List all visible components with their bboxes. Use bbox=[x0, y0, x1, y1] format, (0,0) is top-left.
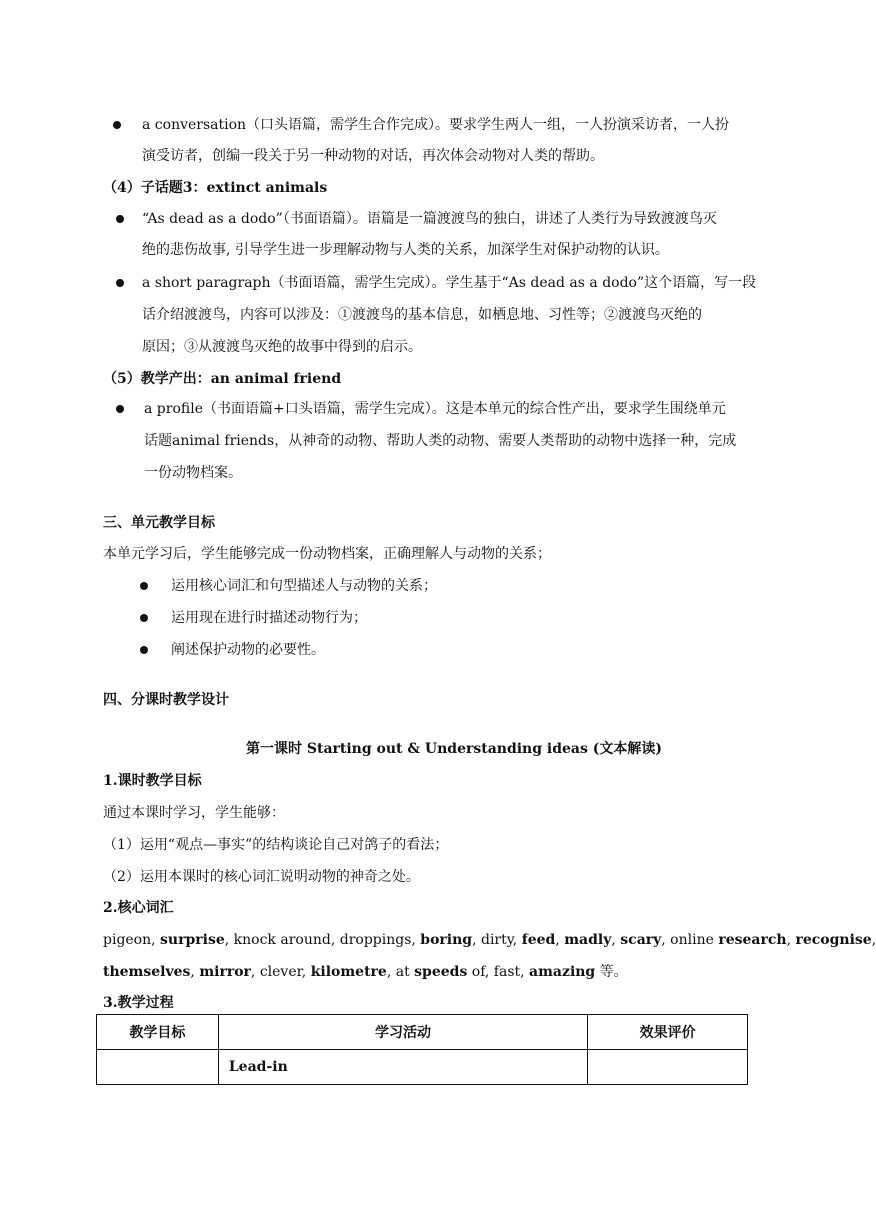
subheading: 1.课时教学目标 bbox=[103, 773, 202, 789]
bullet-dot bbox=[116, 405, 124, 413]
vocab-text: , clever, bbox=[250, 964, 311, 980]
section-heading: 三、单元教学目标 bbox=[103, 515, 215, 531]
vocab-keyword: speeds bbox=[414, 964, 468, 980]
vocab-text: 等。 bbox=[595, 964, 628, 980]
vocab-keyword: boring bbox=[420, 932, 473, 948]
paragraph-line: a profile（书面语篇+口头语篇，需学生完成）。这是本单元的综合性产出，要求学生围绕单元 bbox=[144, 401, 726, 417]
goal-item: 阐述保护动物的必要性。 bbox=[171, 642, 325, 658]
subheading: 3.教学过程 bbox=[103, 995, 174, 1011]
paragraph-line: 一份动物档案。 bbox=[144, 465, 242, 481]
table-cell: Lead-in bbox=[218, 1050, 587, 1085]
objective-item: （1）运用“观点—事实”的结构谈论自己对鸽子的看法； bbox=[103, 837, 449, 853]
paragraph-line: “As dead as a dodo”（书面语篇）。语篇是一篇渡渡鸟的独白，讲述了人类行为导致渡渡鸟灭 bbox=[142, 211, 717, 227]
table-header-row bbox=[97, 1015, 748, 1050]
section-heading: 四、分课时教学设计 bbox=[103, 692, 229, 708]
vocab-keyword: madly bbox=[564, 932, 612, 948]
table-header-cell: 教学目标 bbox=[97, 1015, 219, 1050]
vocab-line bbox=[103, 962, 628, 982]
table-header-cell: 效果评价 bbox=[588, 1015, 748, 1050]
vocab-text: , bbox=[611, 932, 621, 948]
vocab-keyword: kilometre bbox=[310, 964, 387, 980]
teaching-process-table bbox=[96, 1014, 748, 1085]
bullet-dot bbox=[113, 121, 121, 129]
vocab-text: , bbox=[871, 932, 876, 948]
bullet-dot bbox=[140, 646, 148, 654]
goal-item: 运用核心词汇和句型描述人与动物的关系； bbox=[171, 578, 437, 594]
vocab-keyword: feed bbox=[521, 932, 556, 948]
vocab-text: , at bbox=[386, 964, 415, 980]
vocab-keyword: surprise bbox=[160, 932, 225, 948]
bullet-dot bbox=[116, 279, 124, 287]
vocab-keyword: mirror bbox=[199, 964, 251, 980]
paragraph-line: 话介绍渡渡鸟，内容可以涉及：①渡渡鸟的基本信息，如栖息地、习性等；②渡渡鸟灭绝的 bbox=[142, 307, 702, 323]
table-row bbox=[97, 1050, 748, 1085]
vocab-text: of, fast, bbox=[467, 964, 530, 980]
lesson-title: 第一课时 Starting out & Understanding ideas (文本解读) bbox=[246, 741, 662, 757]
paragraph-line: a conversation（口头语篇，需学生合作完成）。要求学生两人一组，一人扮演采访者，一人扮 bbox=[142, 117, 730, 133]
vocab-text: , bbox=[786, 932, 796, 948]
vocab-text: pigeon, bbox=[103, 932, 161, 948]
table-cell bbox=[97, 1050, 219, 1085]
bullet-dot bbox=[116, 215, 124, 223]
vocab-text: , bbox=[190, 964, 200, 980]
paragraph-line: 通过本课时学习，学生能够： bbox=[103, 805, 285, 821]
subheading-4: （4）子话题3：extinct animals bbox=[103, 180, 328, 196]
subheading: 2.核心词汇 bbox=[103, 900, 174, 916]
vocab-text: , online bbox=[661, 932, 719, 948]
paragraph-line: 演受访者，创编一段关于另一种动物的对话，再次体会动物对人类的帮助。 bbox=[142, 148, 604, 164]
table-cell bbox=[588, 1050, 748, 1085]
vocab-keyword: research bbox=[718, 932, 787, 948]
vocab-line bbox=[103, 930, 876, 950]
vocab-keyword: amazing bbox=[529, 964, 596, 980]
goal-item: 运用现在进行时描述动物行为； bbox=[171, 610, 367, 626]
paragraph-line: 原因；③从渡渡鸟灭绝的故事中得到的启示。 bbox=[142, 339, 422, 355]
section-intro: 本单元学习后，学生能够完成一份动物档案，正确理解人与动物的关系； bbox=[103, 546, 551, 562]
table-header-cell: 学习活动 bbox=[218, 1015, 587, 1050]
objective-item: （2）运用本课时的核心词汇说明动物的神奇之处。 bbox=[103, 869, 420, 885]
vocab-keyword: scary bbox=[620, 932, 662, 948]
paragraph-line: 话题animal friends，从神奇的动物、帮助人类的动物、需要人类帮助的动物中选择一种，完成 bbox=[144, 433, 737, 449]
vocab-text: , knock around, droppings, bbox=[224, 932, 421, 948]
vocab-keyword: themselves bbox=[103, 964, 191, 980]
vocab-text: , bbox=[555, 932, 565, 948]
vocab-keyword: recognise bbox=[795, 932, 872, 948]
bullet-dot bbox=[140, 582, 148, 590]
paragraph-line: 绝的悲伤故事, 引导学生进一步理解动物与人类的关系，加深学生对保护动物的认识。 bbox=[142, 242, 669, 258]
bullet-dot bbox=[140, 614, 148, 622]
subheading-5: （5）教学产出：an animal friend bbox=[103, 371, 342, 387]
paragraph-line: a short paragraph（书面语篇，需学生完成）。学生基于“As dead as a dodo”这个语篇，写一段 bbox=[142, 275, 757, 291]
vocab-text: , dirty, bbox=[472, 932, 522, 948]
